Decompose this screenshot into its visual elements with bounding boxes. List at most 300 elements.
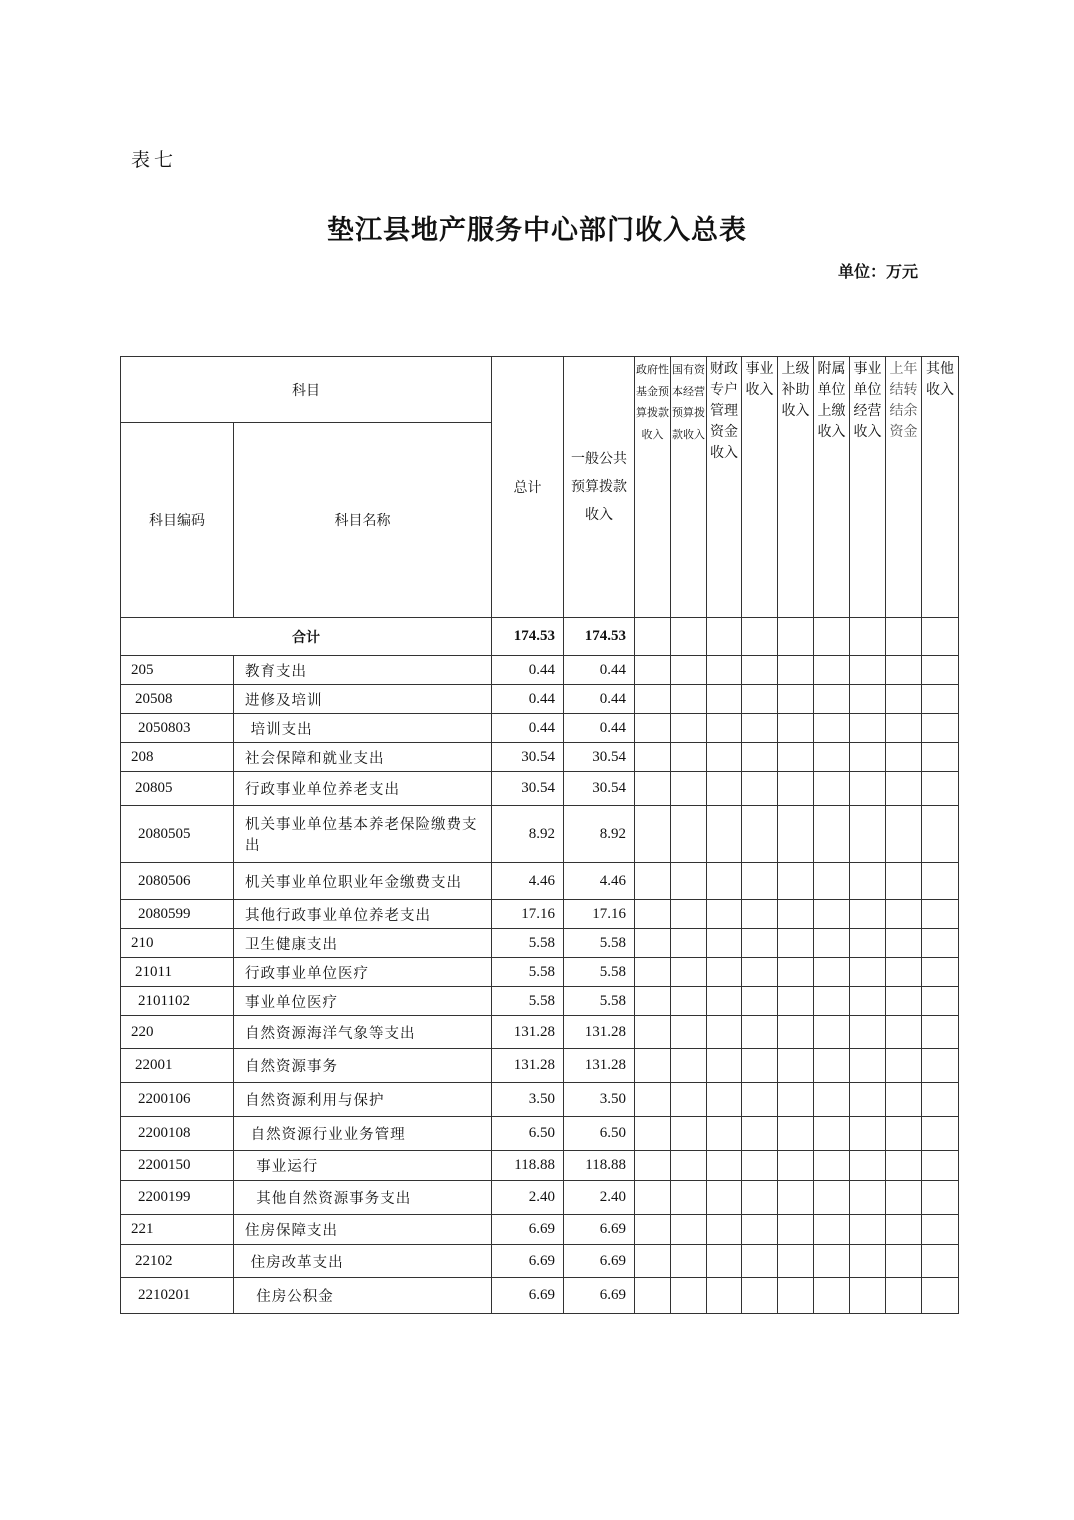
table-row <box>121 743 959 772</box>
row-empty-cell <box>707 656 742 685</box>
row-empty-cell <box>886 714 922 743</box>
row-empty-cell <box>814 863 850 900</box>
row-empty-cell <box>850 1181 886 1215</box>
row-total: 6.69 <box>492 1245 564 1278</box>
row-empty-cell <box>850 929 886 958</box>
row-empty-cell <box>707 743 742 772</box>
row-empty-cell <box>707 806 742 863</box>
header-gov-fund: 政府性基金预算拨款收入 <box>635 357 671 618</box>
row-empty-cell <box>671 806 707 863</box>
row-general-budget: 4.46 <box>564 863 635 900</box>
table-row <box>121 1215 959 1245</box>
row-empty-cell <box>850 1151 886 1181</box>
row-general-budget: 30.54 <box>564 743 635 772</box>
row-empty-cell <box>922 958 959 987</box>
row-empty-cell <box>850 743 886 772</box>
row-empty-cell <box>707 1215 742 1245</box>
row-empty-cell <box>814 1245 850 1278</box>
row-empty-cell <box>922 1049 959 1083</box>
table-row <box>121 1278 959 1314</box>
row-empty-cell <box>814 714 850 743</box>
table-row <box>121 1245 959 1278</box>
row-empty-cell <box>814 929 850 958</box>
row-name: 进修及培训 <box>234 685 492 714</box>
document-title: 垫江县地产服务中心部门收入总表 <box>327 215 747 246</box>
row-total: 0.44 <box>492 714 564 743</box>
row-total: 0.44 <box>492 685 564 714</box>
table-row <box>121 900 959 929</box>
row-empty-cell <box>671 900 707 929</box>
total-value: 174.53 <box>492 618 564 656</box>
row-general-budget: 5.58 <box>564 958 635 987</box>
row-general-budget: 0.44 <box>564 656 635 685</box>
row-general-budget: 0.44 <box>564 685 635 714</box>
row-empty-cell <box>671 1215 707 1245</box>
row-empty-cell <box>742 772 778 806</box>
header-general-budget: 一般公共预算拨款收入 <box>564 357 635 618</box>
row-general-budget: 131.28 <box>564 1049 635 1083</box>
row-empty-cell <box>671 863 707 900</box>
row-empty-cell <box>635 987 671 1016</box>
header-business-operation: 事业单位经营收入 <box>850 357 886 618</box>
row-general-budget: 5.58 <box>564 929 635 958</box>
row-total: 131.28 <box>492 1016 564 1049</box>
row-general-budget: 6.50 <box>564 1117 635 1151</box>
row-empty-cell <box>742 1083 778 1117</box>
row-name: 机关事业单位基本养老保险缴费支出 <box>234 806 492 863</box>
row-empty-cell <box>635 863 671 900</box>
row-name: 行政事业单位医疗 <box>234 958 492 987</box>
row-total: 5.58 <box>492 929 564 958</box>
row-empty-cell <box>671 714 707 743</box>
row-empty-cell <box>922 1181 959 1215</box>
row-general-budget: 6.69 <box>564 1215 635 1245</box>
row-empty-cell <box>850 1117 886 1151</box>
row-empty-cell <box>635 900 671 929</box>
row-empty-cell <box>742 1049 778 1083</box>
table-number-label: 表七 <box>131 149 178 171</box>
row-name: 事业运行 <box>234 1151 492 1181</box>
row-code: 22001 <box>121 1049 234 1083</box>
row-empty-cell <box>742 1245 778 1278</box>
row-empty-cell <box>671 1151 707 1181</box>
row-empty-cell <box>922 772 959 806</box>
row-empty-cell <box>814 1117 850 1151</box>
row-empty-cell <box>707 1117 742 1151</box>
header-other-income: 其他收入 <box>922 357 959 618</box>
row-empty-cell <box>671 1016 707 1049</box>
table-row <box>121 1117 959 1151</box>
row-empty-cell <box>778 863 814 900</box>
row-total: 5.58 <box>492 987 564 1016</box>
row-code: 208 <box>121 743 234 772</box>
table-row <box>121 929 959 958</box>
row-empty-cell <box>850 714 886 743</box>
row-empty-cell <box>886 685 922 714</box>
row-empty-cell <box>707 1151 742 1181</box>
row-general-budget: 3.50 <box>564 1083 635 1117</box>
unit-label: 单位：万元 <box>838 262 919 281</box>
row-general-budget: 30.54 <box>564 772 635 806</box>
row-empty-cell <box>742 1215 778 1245</box>
row-code: 2080599 <box>121 900 234 929</box>
row-empty-cell <box>707 1181 742 1215</box>
table-row <box>121 987 959 1016</box>
row-general-budget: 8.92 <box>564 806 635 863</box>
row-name: 住房公积金 <box>234 1278 492 1314</box>
row-empty-cell <box>742 900 778 929</box>
row-empty-cell <box>850 1278 886 1314</box>
row-empty-cell <box>922 863 959 900</box>
table-row <box>121 1151 959 1181</box>
row-empty-cell <box>635 1049 671 1083</box>
row-empty-cell <box>922 1083 959 1117</box>
row-empty-cell <box>707 958 742 987</box>
row-empty-cell <box>886 1083 922 1117</box>
header-fiscal-special: 财政专户管理资金收入 <box>707 357 742 618</box>
row-empty-cell <box>635 929 671 958</box>
row-empty-cell <box>778 900 814 929</box>
total-label: 合计 <box>121 618 492 656</box>
row-empty-cell <box>635 1151 671 1181</box>
total-general-budget: 174.53 <box>564 618 635 656</box>
row-empty-cell <box>814 958 850 987</box>
row-general-budget: 5.58 <box>564 987 635 1016</box>
table-row <box>121 656 959 685</box>
row-name: 住房保障支出 <box>234 1215 492 1245</box>
row-empty-cell <box>635 685 671 714</box>
row-empty-cell <box>778 714 814 743</box>
row-code: 2200106 <box>121 1083 234 1117</box>
row-total: 8.92 <box>492 806 564 863</box>
row-general-budget: 6.69 <box>564 1245 635 1278</box>
row-code: 220 <box>121 1016 234 1049</box>
row-empty-cell <box>742 1016 778 1049</box>
row-name: 自然资源事务 <box>234 1049 492 1083</box>
row-empty-cell <box>814 1215 850 1245</box>
row-empty-cell <box>635 772 671 806</box>
row-empty-cell <box>886 772 922 806</box>
row-empty-cell <box>814 743 850 772</box>
row-empty-cell <box>742 1151 778 1181</box>
row-empty-cell <box>635 1278 671 1314</box>
row-general-budget: 118.88 <box>564 1151 635 1181</box>
row-empty-cell <box>886 806 922 863</box>
row-empty-cell <box>922 1117 959 1151</box>
row-empty-cell <box>850 772 886 806</box>
row-total: 30.54 <box>492 772 564 806</box>
row-empty-cell <box>886 1049 922 1083</box>
table-row <box>121 1049 959 1083</box>
row-empty-cell <box>671 743 707 772</box>
row-empty-cell <box>635 806 671 863</box>
row-empty-cell <box>635 1215 671 1245</box>
row-empty-cell <box>922 685 959 714</box>
table-row <box>121 958 959 987</box>
row-empty-cell <box>707 772 742 806</box>
row-name: 自然资源海洋气象等支出 <box>234 1016 492 1049</box>
row-empty-cell <box>886 1117 922 1151</box>
row-code: 2200150 <box>121 1151 234 1181</box>
row-empty-cell <box>814 1083 850 1117</box>
row-total: 4.46 <box>492 863 564 900</box>
row-empty-cell <box>778 656 814 685</box>
row-empty-cell <box>742 1117 778 1151</box>
row-total: 30.54 <box>492 743 564 772</box>
row-total: 2.40 <box>492 1181 564 1215</box>
row-empty-cell <box>778 806 814 863</box>
row-empty-cell <box>814 1278 850 1314</box>
header-total: 总计 <box>492 357 564 618</box>
row-empty-cell <box>814 1016 850 1049</box>
row-total: 6.50 <box>492 1117 564 1151</box>
row-code: 2080506 <box>121 863 234 900</box>
row-empty-cell <box>850 806 886 863</box>
row-empty-cell <box>850 987 886 1016</box>
row-empty-cell <box>814 656 850 685</box>
row-empty-cell <box>886 863 922 900</box>
row-empty-cell <box>814 987 850 1016</box>
row-empty-cell <box>850 900 886 929</box>
row-empty-cell <box>778 1083 814 1117</box>
row-empty-cell <box>850 656 886 685</box>
table-row <box>121 1181 959 1215</box>
row-name: 事业单位医疗 <box>234 987 492 1016</box>
row-empty-cell <box>707 1245 742 1278</box>
row-empty-cell <box>671 987 707 1016</box>
row-empty-cell <box>742 656 778 685</box>
row-empty-cell <box>778 987 814 1016</box>
row-empty-cell <box>814 1049 850 1083</box>
row-name: 培训支出 <box>234 714 492 743</box>
row-empty-cell <box>850 1016 886 1049</box>
row-empty-cell <box>671 1278 707 1314</box>
row-empty-cell <box>922 656 959 685</box>
header-name: 科目名称 <box>234 423 492 618</box>
row-empty-cell <box>707 929 742 958</box>
row-empty-cell <box>707 987 742 1016</box>
row-empty-cell <box>922 714 959 743</box>
row-empty-cell <box>742 929 778 958</box>
table-row <box>121 714 959 743</box>
row-empty-cell <box>671 929 707 958</box>
row-code: 2101102 <box>121 987 234 1016</box>
income-summary-table <box>120 356 959 1314</box>
row-empty-cell <box>635 656 671 685</box>
row-code: 205 <box>121 656 234 685</box>
row-empty-cell <box>922 1245 959 1278</box>
row-name: 其他行政事业单位养老支出 <box>234 900 492 929</box>
row-name: 行政事业单位养老支出 <box>234 772 492 806</box>
row-empty-cell <box>742 1181 778 1215</box>
row-empty-cell <box>671 1181 707 1215</box>
row-name: 其他自然资源事务支出 <box>234 1181 492 1215</box>
row-empty-cell <box>707 1278 742 1314</box>
row-code: 22102 <box>121 1245 234 1278</box>
row-empty-cell <box>742 743 778 772</box>
table-row <box>121 685 959 714</box>
row-empty-cell <box>886 1016 922 1049</box>
row-code: 20805 <box>121 772 234 806</box>
row-empty-cell <box>635 743 671 772</box>
row-name: 社会保障和就业支出 <box>234 743 492 772</box>
row-empty-cell <box>635 714 671 743</box>
row-empty-cell <box>778 958 814 987</box>
row-empty-cell <box>707 714 742 743</box>
row-empty-cell <box>778 685 814 714</box>
row-empty-cell <box>814 900 850 929</box>
row-empty-cell <box>886 1181 922 1215</box>
row-total: 5.58 <box>492 958 564 987</box>
row-empty-cell <box>850 1215 886 1245</box>
row-empty-cell <box>635 958 671 987</box>
row-total: 131.28 <box>492 1049 564 1083</box>
row-empty-cell <box>671 685 707 714</box>
row-empty-cell <box>778 1215 814 1245</box>
row-empty-cell <box>886 1245 922 1278</box>
row-code: 221 <box>121 1215 234 1245</box>
row-name: 自然资源行业业务管理 <box>234 1117 492 1151</box>
row-empty-cell <box>778 1151 814 1181</box>
row-empty-cell <box>671 1049 707 1083</box>
header-carryover: 上年结转结余资金 <box>886 357 922 618</box>
row-name: 自然资源利用与保护 <box>234 1083 492 1117</box>
header-superior-subsidy: 上级补助收入 <box>778 357 814 618</box>
row-code: 2210201 <box>121 1278 234 1314</box>
row-empty-cell <box>814 806 850 863</box>
row-empty-cell <box>814 685 850 714</box>
row-general-budget: 0.44 <box>564 714 635 743</box>
table-row <box>121 1083 959 1117</box>
row-empty-cell <box>814 1181 850 1215</box>
row-total: 6.69 <box>492 1278 564 1314</box>
row-empty-cell <box>742 714 778 743</box>
row-empty-cell <box>742 863 778 900</box>
row-empty-cell <box>671 1083 707 1117</box>
row-empty-cell <box>742 987 778 1016</box>
row-empty-cell <box>778 1245 814 1278</box>
row-code: 2080505 <box>121 806 234 863</box>
row-code: 21011 <box>121 958 234 987</box>
row-empty-cell <box>886 1278 922 1314</box>
row-code: 210 <box>121 929 234 958</box>
row-empty-cell <box>671 772 707 806</box>
row-total: 17.16 <box>492 900 564 929</box>
row-empty-cell <box>886 929 922 958</box>
row-general-budget: 2.40 <box>564 1181 635 1215</box>
row-empty-cell <box>886 987 922 1016</box>
header-business-income: 事业收入 <box>742 357 778 618</box>
row-empty-cell <box>886 743 922 772</box>
row-empty-cell <box>671 1117 707 1151</box>
row-empty-cell <box>635 1083 671 1117</box>
row-empty-cell <box>922 929 959 958</box>
row-empty-cell <box>778 1049 814 1083</box>
row-name: 卫生健康支出 <box>234 929 492 958</box>
row-name: 教育支出 <box>234 656 492 685</box>
row-empty-cell <box>922 1278 959 1314</box>
header-code: 科目编码 <box>121 423 234 618</box>
table-row <box>121 1016 959 1049</box>
row-empty-cell <box>886 1215 922 1245</box>
row-general-budget: 6.69 <box>564 1278 635 1314</box>
row-code: 2200199 <box>121 1181 234 1215</box>
row-empty-cell <box>742 806 778 863</box>
row-empty-cell <box>671 1245 707 1278</box>
row-empty-cell <box>635 1181 671 1215</box>
row-empty-cell <box>850 1245 886 1278</box>
row-empty-cell <box>922 1016 959 1049</box>
row-empty-cell <box>778 1117 814 1151</box>
row-empty-cell <box>778 1278 814 1314</box>
row-empty-cell <box>671 958 707 987</box>
row-empty-cell <box>850 685 886 714</box>
row-total: 0.44 <box>492 656 564 685</box>
row-empty-cell <box>778 772 814 806</box>
row-code: 2200108 <box>121 1117 234 1151</box>
row-empty-cell <box>671 656 707 685</box>
row-code: 20508 <box>121 685 234 714</box>
header-subject: 科目 <box>121 357 492 423</box>
table-row <box>121 863 959 900</box>
row-empty-cell <box>922 743 959 772</box>
row-empty-cell <box>707 1083 742 1117</box>
row-empty-cell <box>922 900 959 929</box>
table-row <box>121 772 959 806</box>
row-general-budget: 17.16 <box>564 900 635 929</box>
row-empty-cell <box>742 958 778 987</box>
row-empty-cell <box>850 1049 886 1083</box>
row-empty-cell <box>707 1016 742 1049</box>
row-empty-cell <box>886 1151 922 1181</box>
row-empty-cell <box>850 863 886 900</box>
row-name: 机关事业单位职业年金缴费支出 <box>234 863 492 900</box>
row-general-budget: 131.28 <box>564 1016 635 1049</box>
row-empty-cell <box>635 1016 671 1049</box>
row-empty-cell <box>778 929 814 958</box>
row-empty-cell <box>778 743 814 772</box>
row-empty-cell <box>778 1181 814 1215</box>
header-affiliated-payment: 附属单位上缴收入 <box>814 357 850 618</box>
row-empty-cell <box>922 987 959 1016</box>
row-empty-cell <box>922 1215 959 1245</box>
row-total: 6.69 <box>492 1215 564 1245</box>
row-code: 2050803 <box>121 714 234 743</box>
table-row <box>121 806 959 863</box>
row-empty-cell <box>707 1049 742 1083</box>
row-empty-cell <box>635 1245 671 1278</box>
row-empty-cell <box>707 900 742 929</box>
row-empty-cell <box>922 1151 959 1181</box>
row-empty-cell <box>707 863 742 900</box>
row-empty-cell <box>742 1278 778 1314</box>
row-empty-cell <box>814 772 850 806</box>
row-empty-cell <box>635 1117 671 1151</box>
row-empty-cell <box>886 656 922 685</box>
row-empty-cell <box>886 900 922 929</box>
header-state-capital: 国有资本经营预算拨款收入 <box>671 357 707 618</box>
row-total: 3.50 <box>492 1083 564 1117</box>
row-empty-cell <box>742 685 778 714</box>
row-total: 118.88 <box>492 1151 564 1181</box>
row-name: 住房改革支出 <box>234 1245 492 1278</box>
row-empty-cell <box>922 806 959 863</box>
row-empty-cell <box>886 958 922 987</box>
row-empty-cell <box>778 1016 814 1049</box>
row-empty-cell <box>850 958 886 987</box>
row-empty-cell <box>814 1151 850 1181</box>
row-empty-cell <box>850 1083 886 1117</box>
